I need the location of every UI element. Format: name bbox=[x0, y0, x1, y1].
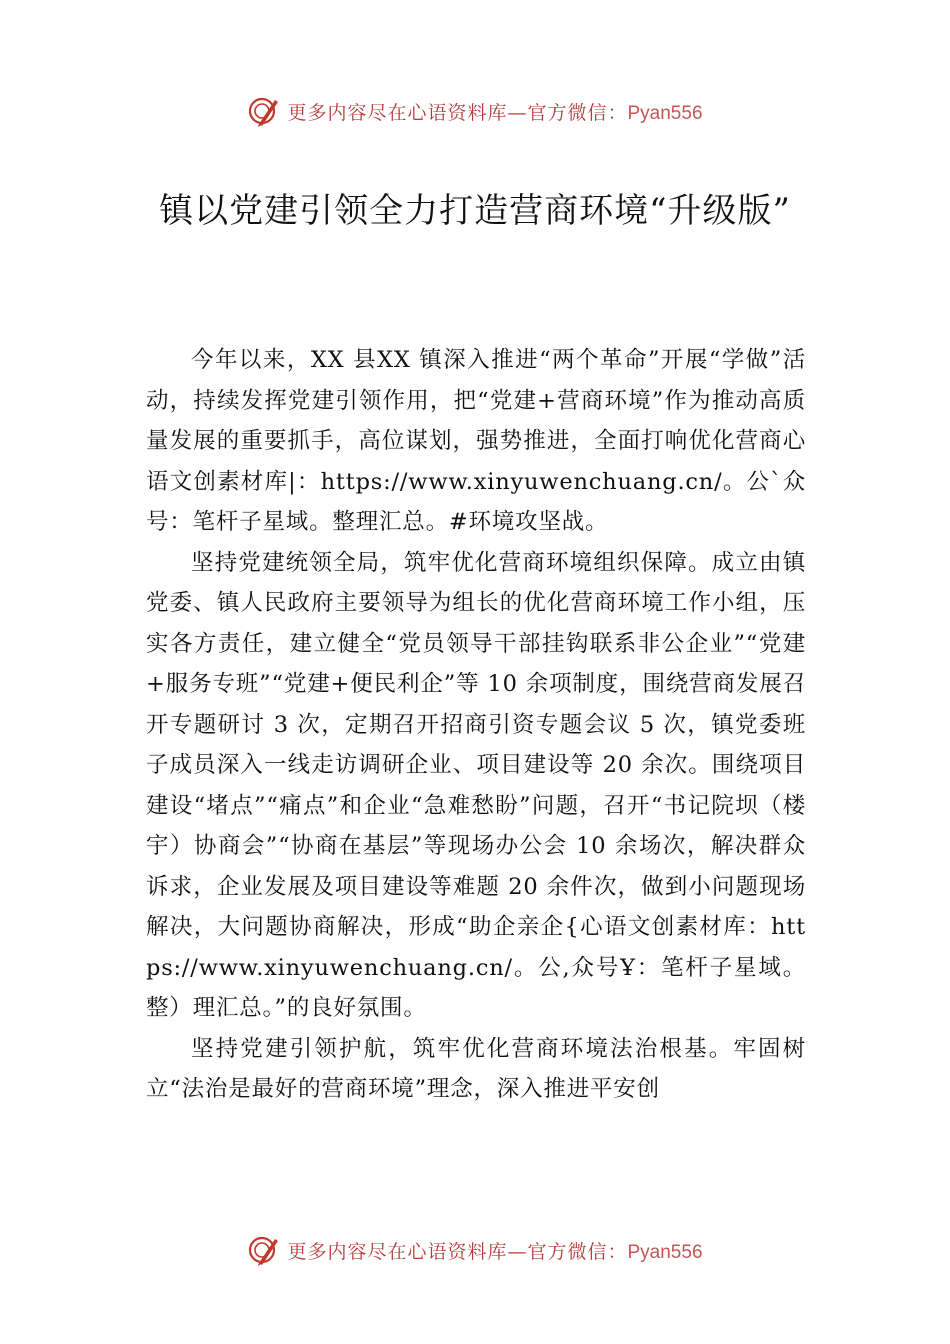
watermark-dash: — bbox=[507, 101, 528, 124]
watermark-wechat-id: Pyan556 bbox=[627, 102, 703, 124]
watermark-wechat-label: 官方微信： bbox=[527, 1240, 628, 1263]
paragraph: 今年以来，XX 县XX 镇深入推进“两个革命”开展“学做”活动，持续发挥党建引领作用，把“党建+营商环境”作为推动高质量发展的重要抓手，高位谋划，强势推进，全面打响优化营商心语文创素材库|：https://www.xinyuwenchuang.cn/。公`众号：笔杆子星域。整理汇总。#环境攻坚战。 bbox=[146, 347, 806, 535]
watermark-text bbox=[287, 98, 702, 125]
header-watermark-banner bbox=[0, 94, 950, 128]
watermark-text bbox=[287, 1237, 702, 1264]
pen-logo-icon bbox=[247, 1233, 281, 1267]
watermark-slogan: 更多内容尽在心语资料库 bbox=[287, 1240, 508, 1263]
paragraph: 坚持党建引领护航，筑牢优化营商环境法治根基。牢固树立“法治是最好的营商环境”理念，深入推进平安创 bbox=[146, 1035, 806, 1102]
watermark-wechat-label: 官方微信： bbox=[527, 101, 628, 124]
footer-watermark-banner bbox=[0, 1233, 950, 1267]
watermark-wechat-id: Pyan556 bbox=[627, 1241, 703, 1263]
document-body bbox=[146, 340, 806, 1110]
paragraph: 坚持党建统领全局，筑牢优化营商环境组织保障。成立由镇党委、镇人民政府主要领导为组长的优化营商环境工作小组，压实各方责任，建立健全“党员领导干部挂钩联系非公企业”“党建+服务专班”“党建+便民利企”等 10 余项制度，围绕营商发展召开专题研讨 3 次，定期召开招商引资专题会议 5 次，镇党委班子成员深入一线走访调研企业、项目建设等 20 余次。围绕项目建设“堵点”“痛点”和企业“急难愁盼”问题，召开“书记院坝（楼宇）协商会”“协商在基层”等现场办公会 10 余场次，解决群众诉求，企业发展及项目建设等难题 20 余件次，做到小问题现场解决，大问题协商解决，形成“助企亲企{心语文创素材库：https://www.xinyuwenchuang.cn/。公,众号Ұ：笔杆子星域。整）理汇总。”的良好氛围。 bbox=[146, 549, 806, 1021]
watermark-slogan: 更多内容尽在心语资料库 bbox=[287, 101, 508, 124]
pen-logo-icon bbox=[247, 94, 281, 128]
watermark-dash: — bbox=[507, 1240, 528, 1263]
document-title: 镇以党建引领全力打造营商环境“升级版” bbox=[159, 191, 791, 231]
